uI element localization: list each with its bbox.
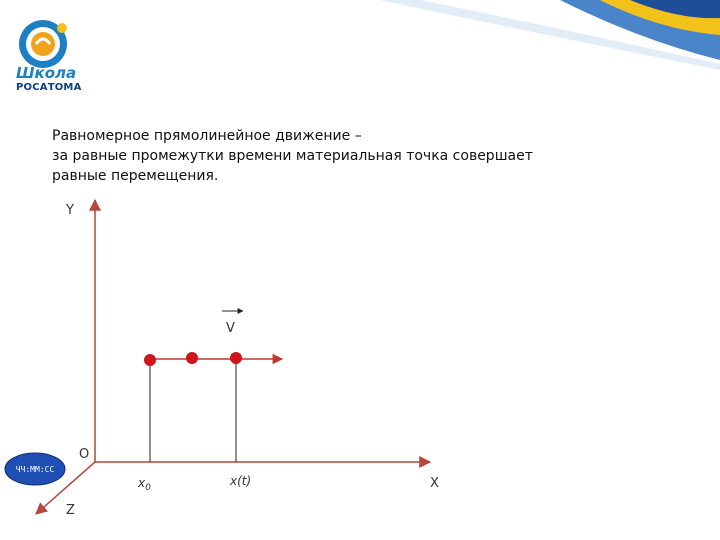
x0-label (137, 476, 151, 493)
point-3 (230, 352, 242, 364)
point-2 (186, 352, 198, 364)
xt-label: x(t) (230, 474, 252, 488)
description-line-1: Равномерное прямолинейное движение – (52, 128, 362, 144)
velocity-label: V (226, 321, 235, 336)
description-line-2: за равные промежутки времени материальная точка совершает (52, 148, 533, 164)
origin-label: O (79, 447, 90, 462)
x0-label-subscript: 0 (145, 483, 151, 493)
x0-label-main: x (138, 476, 146, 490)
y-axis-label: Y (66, 203, 74, 218)
logo-subtitle: РОСАТОМА (16, 82, 82, 93)
logo-title: Школа (16, 64, 77, 82)
x-axis-label: X (430, 476, 439, 491)
z-axis-label: Z (66, 503, 75, 518)
description-line-3: равные перемещения. (52, 168, 219, 184)
point-1 (144, 354, 156, 366)
clock-text: ЧЧ:ММ:СС (15, 465, 55, 474)
